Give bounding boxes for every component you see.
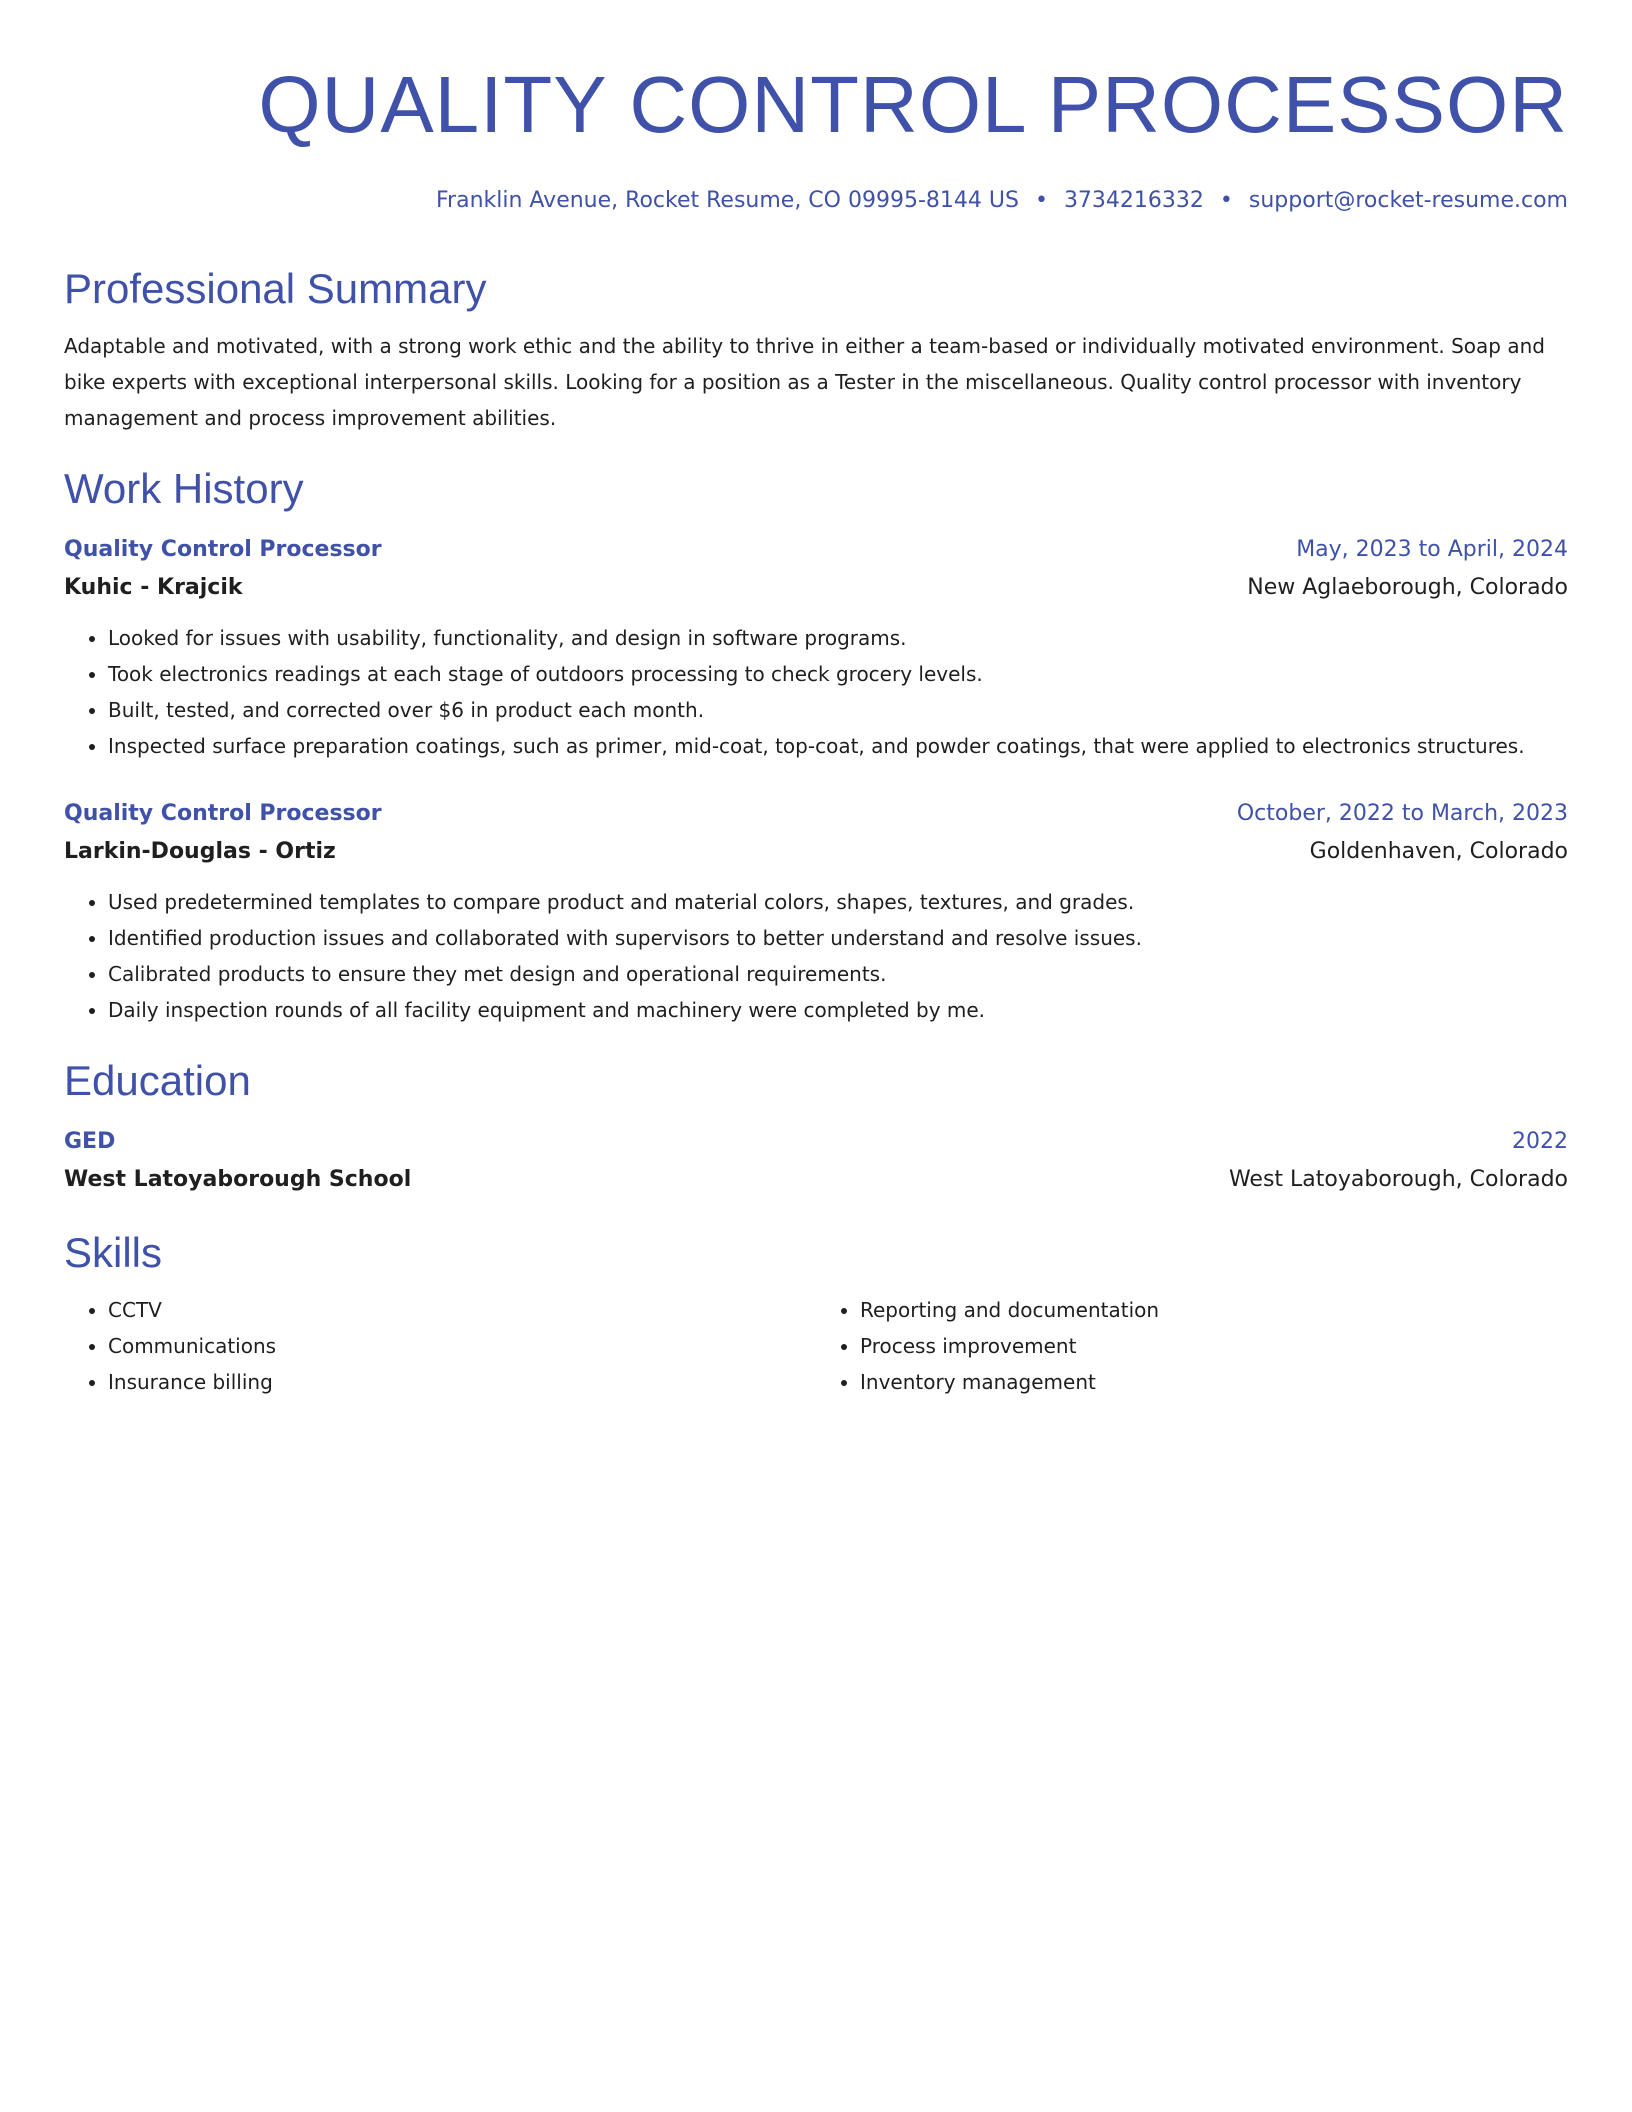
- job-location: New Aglaeborough, Colorado: [1247, 575, 1568, 600]
- contact-address: Franklin Avenue, Rocket Resume, CO 09995-8144 US: [436, 188, 1019, 213]
- job-bullet: • Daily inspection rounds of all facility equipment and machinery were completed by me.: [108, 992, 1568, 1028]
- summary-text: Adaptable and motivated, with a strong work ethic and the ability to thrive in either a team-based or individually motivated environment. Soap and bike experts with exceptional interpersonal skills. Looking for a position as a Tester in the miscellaneous. Quality control processor with inventory management and process improvement abilities.: [64, 334, 1545, 430]
- job-header-row: [64, 532, 1568, 568]
- section-title-work-history: Work History: [64, 465, 304, 512]
- job-company-row: [64, 832, 1568, 872]
- education-year: 2022: [1512, 1129, 1568, 1154]
- contact-email: support@rocket-resume.com: [1248, 188, 1568, 213]
- section-title-skills: Skills: [64, 1229, 163, 1276]
- job-bullets: [64, 884, 1568, 1028]
- skills-column-right: [816, 1292, 1568, 1400]
- candidate-name: QUALITY CONTROL PROCESSOR: [258, 60, 1568, 149]
- contact-phone: 3734216332: [1063, 188, 1204, 213]
- education-school-row: [64, 1160, 1568, 1200]
- job-bullet: • Built, tested, and corrected over $6 in product each month.: [108, 692, 1568, 728]
- skills-list: [64, 1292, 1568, 1400]
- job-bullet: • Looked for issues with usability, functionality, and design in software programs.: [108, 620, 1568, 656]
- job-location: Goldenhaven, Colorado: [1309, 839, 1568, 864]
- job-bullet: • Took electronics readings at each stage of outdoors processing to check grocery levels.: [108, 656, 1568, 692]
- skill-item: • Process improvement: [860, 1328, 1568, 1364]
- job-bullet: • Inspected surface preparation coatings, such as primer, mid-coat, top-coat, and powder coatings, that were applied to electronics structures.: [108, 728, 1568, 764]
- resume-header: [64, 60, 1568, 216]
- job-company-row: [64, 568, 1568, 608]
- section-title-summary: Professional Summary: [64, 265, 487, 312]
- education-header-row: [64, 1124, 1568, 1160]
- contact-separator: •: [1034, 188, 1048, 213]
- contact-separator: •: [1219, 188, 1233, 213]
- skills-column-left: [64, 1292, 816, 1400]
- job-title: Quality Control Processor: [64, 801, 382, 826]
- job-dates: May, 2023 to April, 2024: [1296, 537, 1568, 562]
- job-bullet: • Calibrated products to ensure they met design and operational requirements.: [108, 956, 1568, 992]
- job-title: Quality Control Processor: [64, 537, 382, 562]
- skill-item: • CCTV: [108, 1292, 816, 1328]
- skill-item: • Communications: [108, 1328, 816, 1364]
- education-school: West Latoyaborough School: [64, 1167, 412, 1192]
- skill-item: • Inventory management: [860, 1364, 1568, 1400]
- job-company: Larkin-Douglas - Ortiz: [64, 839, 336, 864]
- contact-line: [64, 186, 1568, 216]
- job-dates: October, 2022 to March, 2023: [1236, 801, 1568, 826]
- job-entry: [64, 532, 1568, 764]
- job-bullet: • Used predetermined templates to compare product and material colors, shapes, textures, and grades.: [108, 884, 1568, 920]
- job-entry: [64, 796, 1568, 1028]
- skill-item: • Reporting and documentation: [860, 1292, 1568, 1328]
- skill-item: • Insurance billing: [108, 1364, 816, 1400]
- education-degree: GED: [64, 1129, 116, 1154]
- job-bullets: [64, 620, 1568, 764]
- job-company: Kuhic - Krajcik: [64, 575, 243, 600]
- section-title-education: Education: [64, 1057, 251, 1104]
- job-bullet: • Identified production issues and collaborated with supervisors to better understand and resolve issues.: [108, 920, 1568, 956]
- job-header-row: [64, 796, 1568, 832]
- education-entry: [64, 1124, 1568, 1200]
- education-location: West Latoyaborough, Colorado: [1228, 1167, 1568, 1192]
